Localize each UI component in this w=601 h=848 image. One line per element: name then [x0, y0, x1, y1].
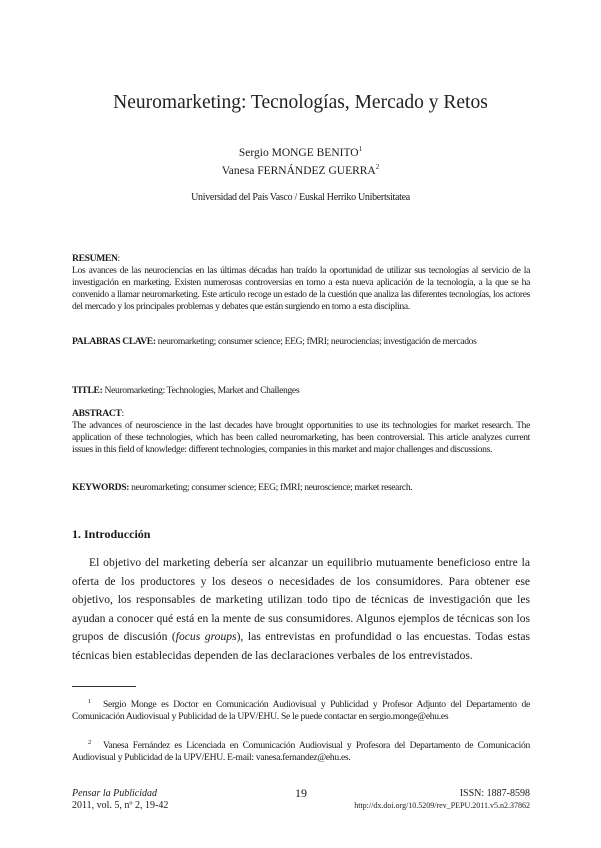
- footer-right: [354, 788, 530, 812]
- footnote-1-text: Sergio Monge es Doctor en Comunicación Audiovisual y Publicidad y Profesor Adjunto del Departamento de Comunicación Audiovisual y Publicidad de la UPV/EHU. Se le puede contactar en sergio.monge@ehu.es: [72, 699, 530, 723]
- abstract-text: The advances of neuroscience in the last decades have brought opportunities to use its technologies for market research. The application of these technologies, which has been called neuromarketing, has been controversial. This article analyzes current issues in this field of knowledge: different technologies, companies in this market and major challenges and discussions.: [72, 419, 530, 455]
- author-2-surname: FERNÁNDEZ GUERRA: [257, 164, 376, 177]
- author-1-footnote-mark: 1: [358, 145, 363, 153]
- abstract-label: ABSTRACT: [72, 408, 122, 419]
- doi-link[interactable]: http://dx.doi.org/10.5209/rev_PEPU.2011.v5.n2.37862: [354, 801, 530, 810]
- footnote-2-text: Vanesa Fernández es Licenciada en Comunicación Audiovisual y Profesora del Departamento de Comunicación Audiovisual y Publicidad de la UPV/EHU. E-mail: vanesa.fernandez@ehu.es.: [72, 740, 530, 764]
- resumen-text: Los avances de las neurociencias en las últimas décadas han traído la oportunidad de utilizar sus tecnologías al servicio de la investigación en marketing. Existen numerosas controversias en torno a esta nueva aplicación de la tecnología, a la que se ha convenido a llamar neuromarketing. Este artículo recoge un estado de la cuestión que analiza las diferentes tecnologías, los actores del mercado y los principales problemas y debates que están surgiendo en torno a esta disciplina.: [72, 264, 530, 312]
- author-2: [40, 163, 561, 177]
- issn: ISSN: 1887-8598: [459, 788, 530, 799]
- journal-name: Pensar la Publicidad: [72, 788, 157, 799]
- title-en-text: Neuromarketing: Technologies, Market and Challenges: [104, 385, 300, 396]
- affiliation: Universidad del País Vasco / Euskal Herriko Unibertsitatea: [191, 192, 410, 203]
- author-1: [40, 145, 561, 159]
- keywords-label: KEYWORDS: [72, 482, 127, 493]
- intro-paragraph-post: ), las entrevistas en profundidad o las encuestas. Todas estas técnicas bien establecidas dependen de las declaraciones verbales de los entrevistados.: [72, 630, 531, 662]
- title-en-block: TITLE: Neuromarketing: Technologies, Market and Challenges: [72, 385, 300, 396]
- keywords-text: neuromarketing; consumer science; EEG; fMRI; neuroscience; market research.: [131, 482, 413, 493]
- title-en-label: TITLE: [72, 385, 100, 396]
- section-heading: 1. Introducción: [72, 527, 151, 541]
- author-2-first: Vanesa: [221, 164, 258, 177]
- intro-paragraph-italic: focus groups: [175, 630, 237, 644]
- resumen-block: RESUMEN: Los avances de las neurociencias en las últimas décadas han traído la oportunidad de utilizar sus tecnologías al servicio de la investigación en marketing. Existen numerosas controversias en torno a esta nueva aplicación de la tecnología, a la que se ha convenido a llamar neuromarketing. Este artículo recoge un estado de la cuestión que analiza las diferentes tecnologías, los actores del mercado y los principales problemas y debates que están surgiendo en torno a esta disciplina.: [72, 253, 530, 312]
- palabras-clave-text: neuromarketing; consumer science; EEG; fMRI; neurociencias; investigación de mercados: [157, 336, 477, 347]
- footnote-1-mark: 1: [88, 698, 91, 705]
- journal-volume: 2011, vol. 5, nº 2, 19-42: [72, 800, 169, 811]
- author-1-first: Sergio: [238, 146, 272, 159]
- intro-paragraph-pre: El objetivo del marketing debería ser alcanzar un equilibrio mutuamente beneficioso entre la oferta de los productores y los deseos o necesidades de los consumidores. Para obtener ese objetivo, los responsables de marketing utilizan todo tipo de técnicas de investigación que les ayudan a conocer qué está en la mente de sus consumidores. Algunos ejemplos de técnicas son los grupos de discusión (: [72, 556, 530, 644]
- intro-paragraph: [72, 554, 530, 666]
- footnote-divider: [72, 686, 136, 687]
- page-number: 19: [295, 786, 307, 800]
- abstract-block: ABSTRACT: The advances of neuroscience in the last decades have brought opportunities to use its technologies for market research. The application of these technologies, which has been called neuromarketing, has been controversial. This article analyzes current issues in this field of knowledge: different technologies, companies in this market and major challenges and discussions.: [72, 408, 530, 455]
- footnote-2-mark: 2: [88, 739, 91, 746]
- author-1-surname: MONGE BENITO: [271, 146, 359, 159]
- resumen-label: RESUMEN: [72, 253, 118, 264]
- footnote-1: [72, 696, 530, 723]
- author-2-footnote-mark: 2: [375, 163, 380, 171]
- keywords-block: KEYWORDS: neuromarketing; consumer science; EEG; fMRI; neuroscience; market research.: [72, 482, 413, 493]
- palabras-clave-block: PALABRAS CLAVE: neuromarketing; consumer science; EEG; fMRI; neurociencias; investigación de mercados: [72, 336, 477, 347]
- paper-title: Neuromarketing: Tecnologías, Mercado y Retos: [113, 92, 488, 113]
- footnote-2: [72, 737, 530, 764]
- palabras-clave-label: PALABRAS CLAVE: [72, 336, 153, 347]
